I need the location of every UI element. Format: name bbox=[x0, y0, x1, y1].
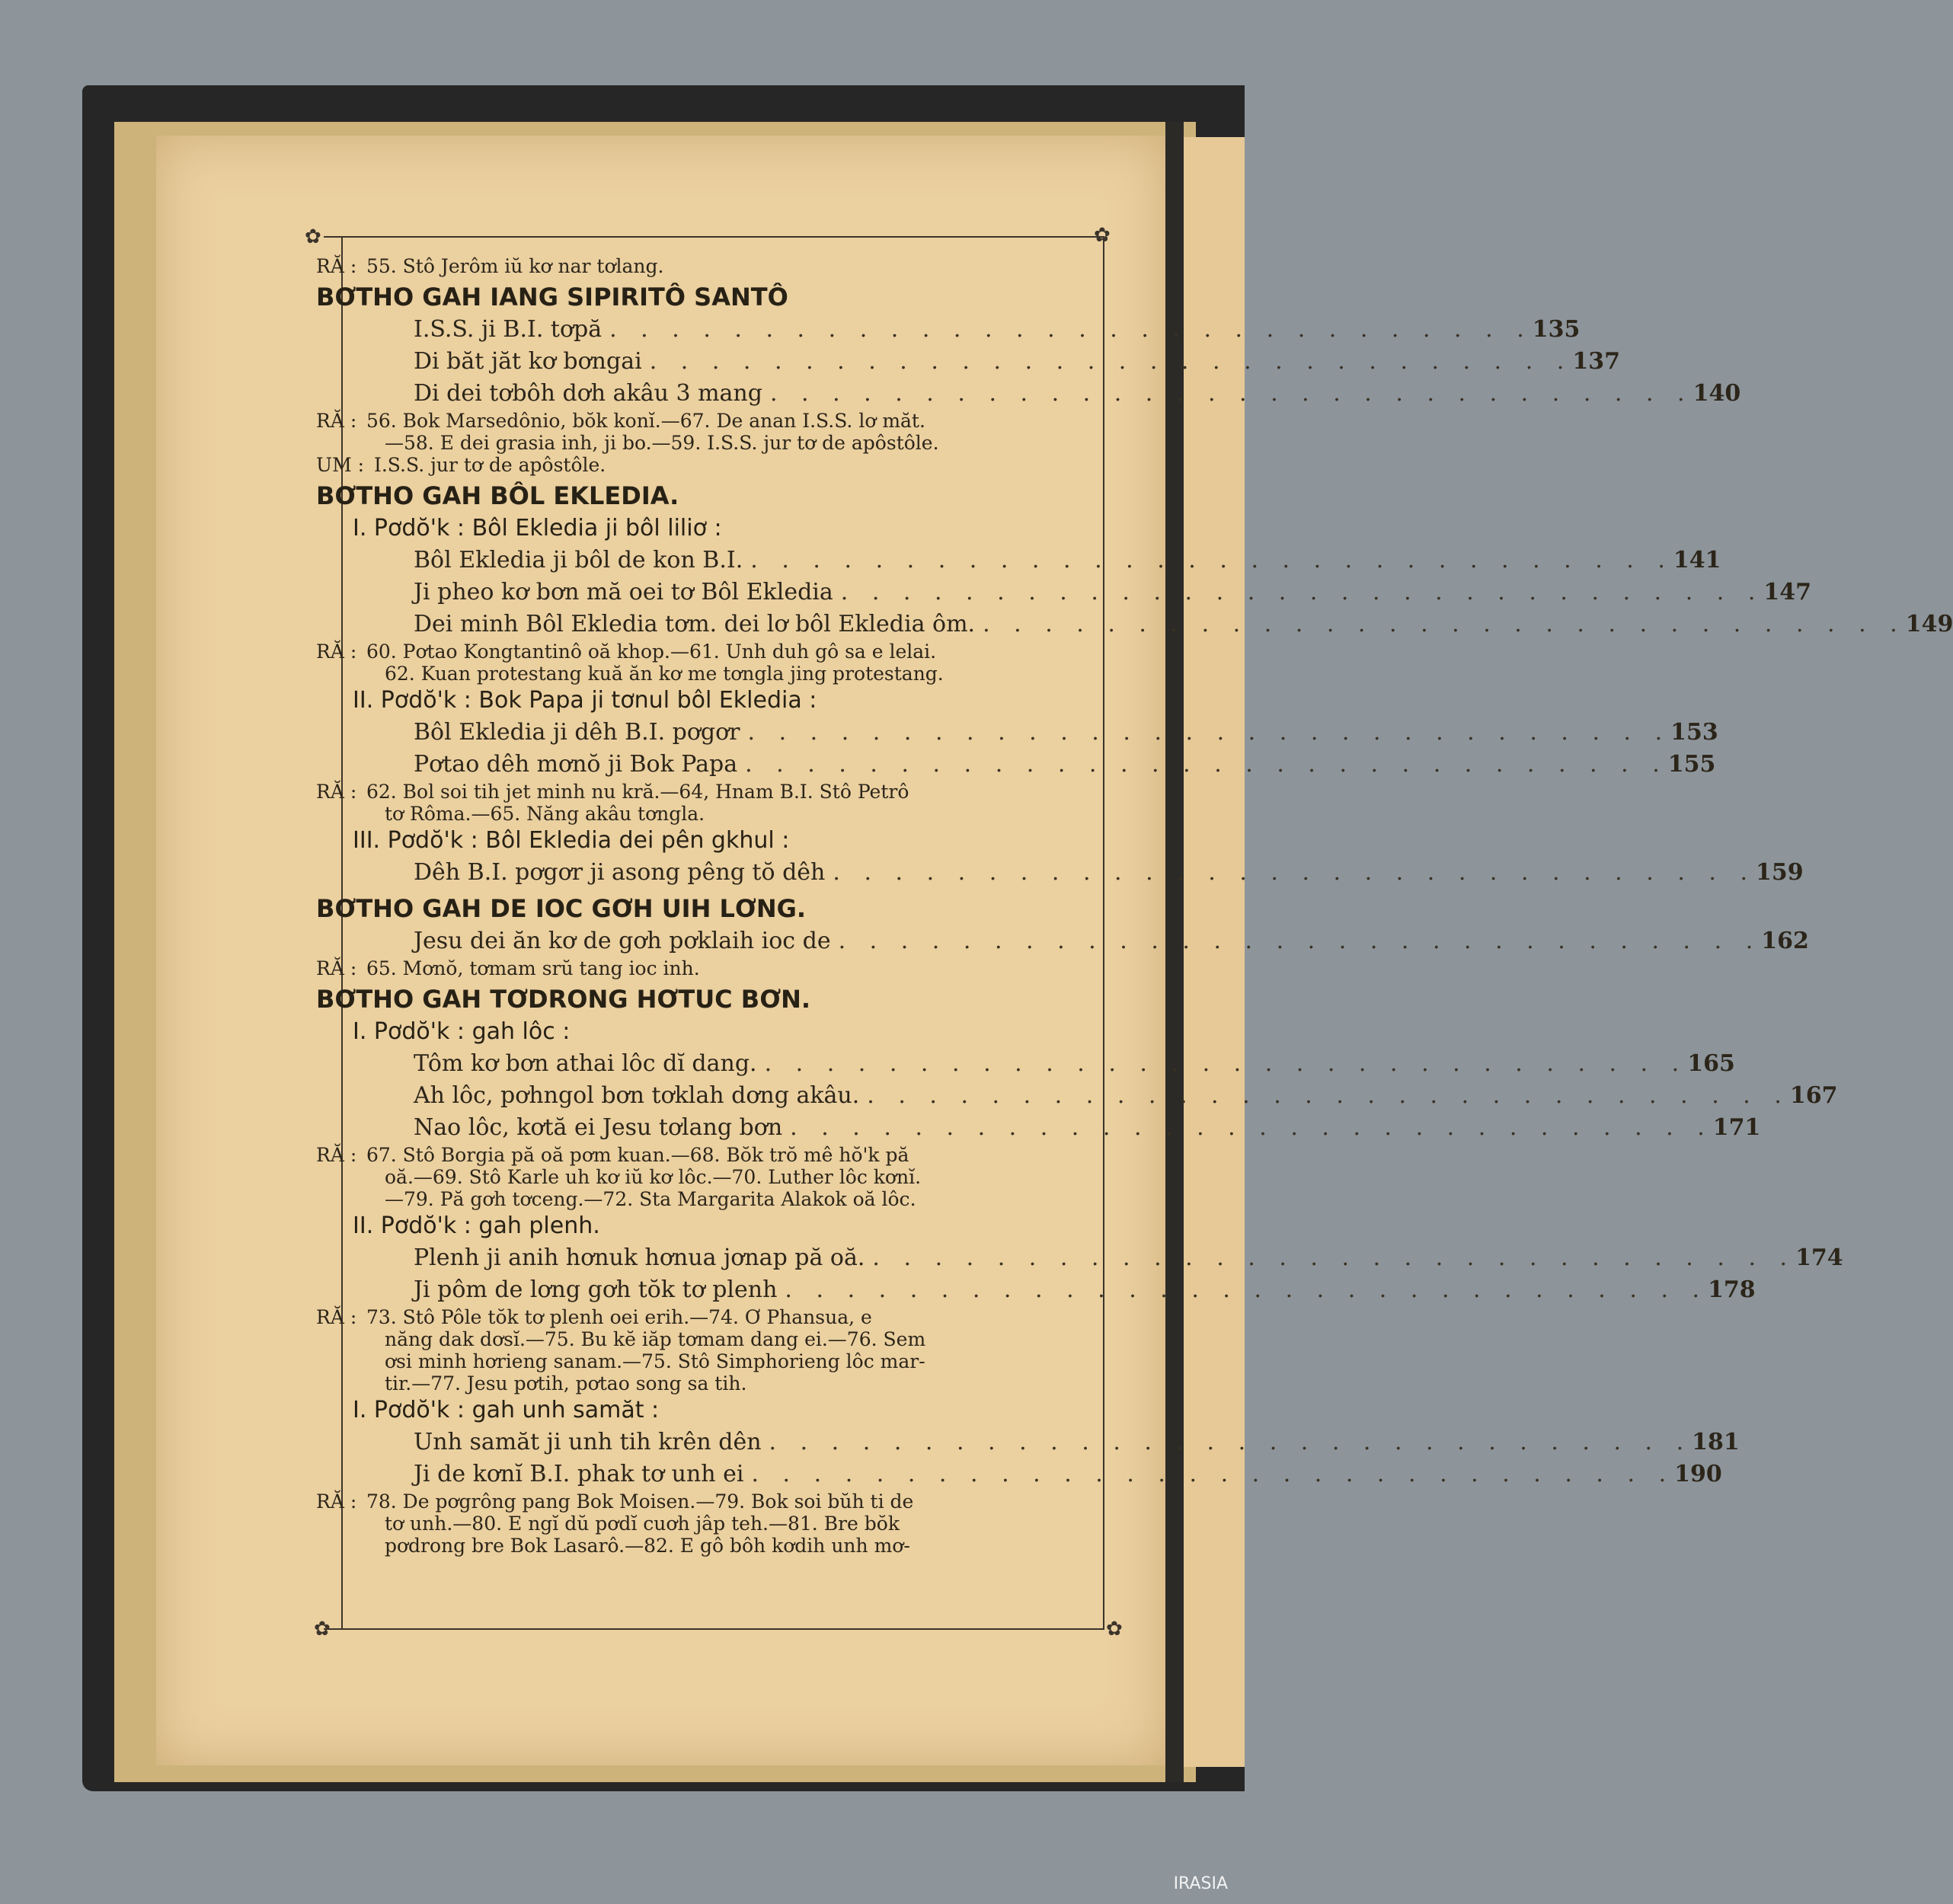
toc-entry bbox=[316, 346, 1620, 378]
leader-dots: . . . . . . . . . . . . . . . . . . . . . . . . . . . . . . bbox=[649, 348, 1573, 375]
example-note-continuation: —79. Pă gơh tơceng.—72. Sta Margarita Alakok oă lôc. bbox=[385, 1188, 916, 1210]
example-note-continuation: tir.—77. Jesu pơtih, pơtao song sa tih. bbox=[385, 1372, 747, 1394]
toc-entry-title: Ji pôm de lơng gơh tŏk tơ plenh bbox=[414, 1276, 778, 1303]
note-label: UM : bbox=[316, 454, 365, 476]
example-note-continuation: pơdrong bre Bok Lasarô.—82. E gô bôh kơdih unh mơ- bbox=[385, 1535, 910, 1557]
toc-entry-title: Pơtao dêh mơnŏ ji Bok Papa bbox=[414, 751, 738, 778]
toc-page-number: 149 bbox=[1905, 611, 1953, 637]
example-note-continuation: —58. E dei grasia inh, ji bo.—59. I.S.S. jur tơ de apôstôle. bbox=[385, 432, 939, 454]
toc-page-number: 159 bbox=[1756, 859, 1804, 886]
leader-dots: . . . . . . . . . . . . . . . . . . . . . . . . . . . . . . bbox=[769, 1429, 1692, 1455]
toc-entry-title: Di dei tơbôh dơh akâu 3 mang bbox=[414, 380, 762, 407]
toc-entry bbox=[316, 717, 1718, 749]
watermark: IRASIA bbox=[1173, 1874, 1228, 1893]
example-note-continuation: tơ unh.—80. E ngĭ dŭ pơdĭ cuơh jâp teh.—81. Bre bŏk bbox=[385, 1513, 900, 1535]
leader-dots: . . . . . . . . . . . . . . . . . . . . . . . . . . . . . . bbox=[764, 1050, 1688, 1077]
toc-entry-title: Bôl Ekledia ji dêh B.I. pơgơr bbox=[414, 719, 740, 746]
leader-dots: . . . . . . . . . . . . . . . . . . . . . . . . . . . . . . bbox=[790, 1114, 1713, 1141]
toc-page-number: 190 bbox=[1674, 1461, 1722, 1487]
toc-entry bbox=[316, 577, 1812, 609]
toc-entry-title: I.S.S. ji B.I. tơpă bbox=[414, 316, 603, 343]
toc-page-number: 140 bbox=[1692, 380, 1741, 407]
ornament-top-left-icon: ✿ bbox=[305, 225, 321, 248]
subsection-title: I. Pơdŏ'k : gah unh samăt : bbox=[353, 1397, 660, 1423]
toc-page-number: 147 bbox=[1763, 579, 1812, 605]
section-heading: BƠTHO GAH IANG SIPIRITÔ SANTÔ bbox=[316, 283, 788, 311]
toc-page-number: 178 bbox=[1708, 1276, 1756, 1303]
example-note-continuation: năng dak dơsĭ.—75. Bu kĕ iăp tơmam dang ei.—76. Sem bbox=[385, 1328, 926, 1350]
subsection-title: I. Pơdŏ'k : gah lôc : bbox=[353, 1018, 571, 1045]
leader-dots: . . . . . . . . . . . . . . . . . . . . . . . . . . . . . . bbox=[745, 751, 1668, 778]
note-text: 60. Pơtao Kongtantinô oă khop.—61. Unh duh gô sa e lelai. bbox=[366, 641, 937, 663]
toc-page-number: 162 bbox=[1761, 928, 1809, 954]
toc-entry bbox=[316, 378, 1741, 410]
toc-entry bbox=[316, 1112, 1761, 1144]
subsection-title: III. Pơdŏ'k : Bôl Ekledia dei pên gkhul : bbox=[353, 827, 790, 854]
example-note bbox=[316, 641, 1093, 663]
toc-entry bbox=[316, 609, 1953, 641]
toc-entry-title: Plenh ji anih hơnuk hơnua jơnap pă oă. bbox=[414, 1244, 865, 1271]
note-label: RĂ : bbox=[316, 1144, 357, 1166]
note-text: 56. Bok Marsedônio, bŏk konĭ.—67. De anan I.S.S. lơ măt. bbox=[366, 410, 925, 432]
leader-dots: . . . . . . . . . . . . . . . . . . . . . . . . . . . . . . bbox=[747, 719, 1671, 746]
leader-dots: . . . . . . . . . . . . . . . . . . . . . . . . . . . . . . bbox=[750, 547, 1673, 573]
toc-entry bbox=[316, 1458, 1722, 1490]
toc-entry-title: Nao lôc, kơtă ei Jesu tơlang bơn bbox=[414, 1114, 783, 1141]
toc-entry-title: Ji de kơnĭ B.I. phak tơ unh ei bbox=[414, 1461, 744, 1487]
toc-page-number: 165 bbox=[1687, 1050, 1735, 1077]
example-note bbox=[316, 255, 1093, 277]
toc-page-number: 137 bbox=[1572, 348, 1620, 375]
subsection-title: I. Pơdŏ'k : Bôl Ekledia ji bôl liliơ : bbox=[353, 515, 722, 541]
toc-entry bbox=[316, 1080, 1838, 1112]
toc-page-number: 171 bbox=[1712, 1114, 1761, 1141]
toc-entry-title: Dêh B.I. pơgơr ji asong pêng tŏ dêh bbox=[414, 859, 826, 886]
toc-entry bbox=[316, 925, 1809, 957]
leader-dots: . . . . . . . . . . . . . . . . . . . . . . . . . . . . . . bbox=[840, 579, 1764, 605]
section-heading: BƠTHO GAH TƠDRONG HƠTUC BƠN. bbox=[316, 985, 811, 1014]
note-label: RĂ : bbox=[316, 957, 357, 979]
note-text: I.S.S. jur tơ de apôstôle. bbox=[373, 454, 606, 476]
example-note bbox=[316, 1306, 1093, 1328]
toc-page-number: 135 bbox=[1532, 316, 1581, 343]
table-of-contents bbox=[316, 255, 1953, 1557]
note-text: 73. Stô Pôle tŏk tơ plenh oei erih.—74. Ơ Phansua, e bbox=[366, 1306, 872, 1328]
leader-dots: . . . . . . . . . . . . . . . . . . . . . . . . . . . . . . bbox=[751, 1461, 1675, 1487]
example-note bbox=[316, 1144, 1093, 1166]
toc-entry-title: Di băt jăt kơ bơngai bbox=[414, 348, 642, 375]
example-note-continuation: tơ Rôma.—65. Năng akâu tơngla. bbox=[385, 803, 705, 825]
toc-entry-title: Tôm kơ bơn athai lôc dĭ dang. bbox=[414, 1050, 757, 1077]
example-note bbox=[316, 957, 1093, 979]
ornament-top-right-icon: ✿ bbox=[1094, 224, 1111, 247]
note-label: RĂ : bbox=[316, 1490, 357, 1513]
note-label: RĂ : bbox=[316, 781, 357, 803]
toc-page-number: 153 bbox=[1670, 719, 1718, 746]
note-text: 55. Stô Jerôm iŭ kơ nar tơlang. bbox=[366, 255, 664, 277]
example-note bbox=[316, 1490, 1093, 1513]
note-label: RĂ : bbox=[316, 410, 357, 432]
toc-entry bbox=[316, 1048, 1735, 1080]
note-label: RĂ : bbox=[316, 1306, 357, 1328]
toc-entry bbox=[316, 314, 1581, 346]
subsection-title: II. Pơdŏ'k : gah plenh. bbox=[353, 1212, 600, 1239]
note-text: 67. Stô Borgia pă oă pơm kuan.—68. Bŏk trŏ mê hŏ'k pă bbox=[366, 1144, 909, 1166]
note-text: 62. Bol soi tih jet minh nu kră.—64, Hnam B.I. Stô Petrô bbox=[366, 781, 909, 803]
frame-top-rule bbox=[324, 236, 1104, 238]
leader-dots: . . . . . . . . . . . . . . . . . . . . . . . . . . . . . . bbox=[785, 1276, 1708, 1303]
note-label: RĂ : bbox=[316, 255, 357, 277]
toc-entry bbox=[316, 1274, 1756, 1306]
leader-dots: . . . . . . . . . . . . . . . . . . . . . . . . . . . . . . bbox=[833, 859, 1756, 886]
section-heading: BƠTHO GAH DE IOC GƠH UIH LƠNG. bbox=[316, 894, 807, 923]
toc-entry bbox=[316, 857, 1804, 889]
toc-page-number: 141 bbox=[1673, 547, 1721, 573]
note-text: 78. De pơgrông pang Bok Moisen.—79. Bok soi bŭh ti de bbox=[366, 1490, 914, 1513]
ornament-bottom-left-icon: ✿ bbox=[314, 1618, 331, 1640]
toc-entry-title: Ji pheo kơ bơn mă oei tơ Bôl Ekledia bbox=[414, 579, 833, 605]
example-note bbox=[316, 781, 1093, 803]
toc-entry bbox=[316, 1242, 1843, 1274]
um-note bbox=[316, 454, 1093, 476]
note-text: 65. Mơnŏ, tơmam srŭ tang ioc inh. bbox=[366, 957, 700, 979]
example-note bbox=[316, 410, 1093, 432]
leader-dots: . . . . . . . . . . . . . . . . . . . . . . . . . . . . . . bbox=[609, 316, 1533, 343]
toc-entry-title: Jesu dei ăn kơ de gơh pơklaih ioc de bbox=[414, 928, 831, 954]
note-label: RĂ : bbox=[316, 641, 357, 663]
toc-entry bbox=[316, 1426, 1740, 1458]
leader-dots: . . . . . . . . . . . . . . . . . . . . . . . . . . . . . . bbox=[983, 611, 1906, 637]
toc-page-number: 155 bbox=[1667, 751, 1716, 778]
leader-dots: . . . . . . . . . . . . . . . . . . . . . . . . . . . . . . bbox=[872, 1244, 1796, 1271]
toc-entry-title: Dei minh Bôl Ekledia tơm. dei lơ bôl Ekledia ôm. bbox=[414, 611, 976, 637]
toc-page-number: 181 bbox=[1692, 1429, 1740, 1455]
toc-entry-title: Ah lôc, pơhngol bơn tơklah dơng akâu. bbox=[414, 1082, 860, 1109]
frame-bottom-rule bbox=[324, 1628, 1104, 1630]
subsection-title: II. Pơdŏ'k : Bok Papa ji tơnul bôl Ekledia : bbox=[353, 687, 817, 714]
example-note-continuation: oă.—69. Stô Karle uh kơ iŭ kơ lôc.—70. Luther lôc kơnĭ. bbox=[385, 1166, 922, 1188]
example-note-continuation: 62. Kuan protestang kuă ăn kơ me tơngla jing protestang. bbox=[385, 663, 944, 685]
toc-entry bbox=[316, 749, 1716, 781]
leader-dots: . . . . . . . . . . . . . . . . . . . . . . . . . . . . . . bbox=[838, 928, 1762, 954]
toc-entry-title: Unh samăt ji unh tih krên dên bbox=[414, 1429, 762, 1455]
example-note-continuation: ơsi minh hơrieng sanam.—75. Stô Simphorieng lôc mar- bbox=[385, 1350, 925, 1372]
leader-dots: . . . . . . . . . . . . . . . . . . . . . . . . . . . . . . bbox=[867, 1082, 1790, 1109]
toc-page-number: 174 bbox=[1795, 1244, 1843, 1271]
ornament-bottom-right-icon: ✿ bbox=[1106, 1618, 1123, 1640]
toc-entry-title: Bôl Ekledia ji bôl de kon B.I. bbox=[414, 547, 743, 573]
toc-entry bbox=[316, 545, 1721, 577]
leader-dots: . . . . . . . . . . . . . . . . . . . . . . . . . . . . . . bbox=[769, 380, 1693, 407]
toc-page-number: 167 bbox=[1789, 1082, 1838, 1109]
section-heading: BƠTHO GAH BÔL EKLEDIA. bbox=[316, 481, 679, 510]
